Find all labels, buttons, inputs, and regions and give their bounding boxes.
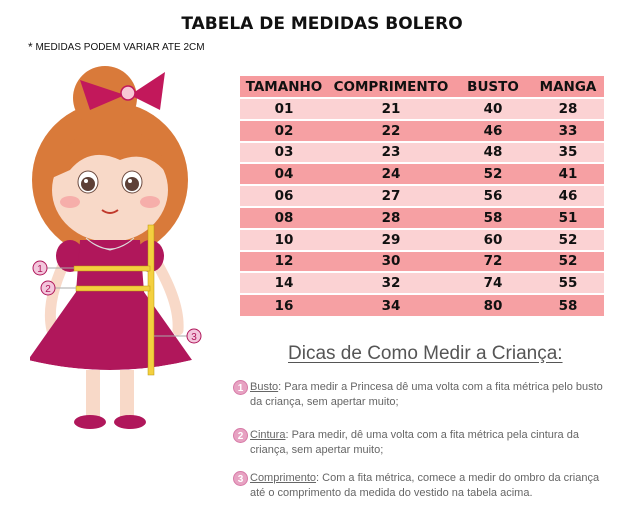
tip-text-continued: até o comprimento da medida do vestido na tabela acima. bbox=[250, 487, 533, 499]
cell-busto: 56 bbox=[454, 185, 532, 207]
cell-comprimento: 27 bbox=[328, 185, 454, 207]
cell-manga: 46 bbox=[532, 185, 604, 207]
table-row bbox=[240, 185, 604, 207]
table-row bbox=[240, 272, 604, 294]
table-row bbox=[240, 207, 604, 229]
marker-2: 2 bbox=[45, 284, 51, 295]
cell-tamanho: 06 bbox=[240, 185, 328, 207]
tip-number-badge: 2 bbox=[233, 428, 248, 443]
marker-3: 3 bbox=[191, 332, 197, 343]
table-row bbox=[240, 98, 604, 120]
cell-tamanho: 10 bbox=[240, 229, 328, 251]
tip-term: Comprimento bbox=[250, 472, 317, 484]
tip-text: : Com a fita métrica, comece a medir do ombro da criança bbox=[316, 472, 600, 484]
cell-tamanho: 16 bbox=[240, 294, 328, 316]
cell-manga: 33 bbox=[532, 120, 604, 142]
table-row bbox=[240, 229, 604, 251]
table-row bbox=[240, 251, 604, 273]
cell-manga: 55 bbox=[532, 272, 604, 294]
table-row bbox=[240, 163, 604, 185]
cell-busto: 48 bbox=[454, 142, 532, 164]
girl-illustration bbox=[30, 60, 220, 440]
cell-manga: 58 bbox=[532, 294, 604, 316]
tip-term: Cintura bbox=[250, 429, 286, 441]
cell-manga: 41 bbox=[532, 163, 604, 185]
tip-busto bbox=[233, 380, 613, 410]
cell-tamanho: 01 bbox=[240, 98, 328, 120]
cell-comprimento: 34 bbox=[328, 294, 454, 316]
cell-tamanho: 14 bbox=[240, 272, 328, 294]
cell-comprimento: 32 bbox=[328, 272, 454, 294]
cell-tamanho: 02 bbox=[240, 120, 328, 142]
marker-1: 1 bbox=[37, 264, 43, 275]
page-title: TABELA DE MEDIDAS BOLERO bbox=[181, 14, 463, 34]
tip-text-continued: criança, sem apertar muito; bbox=[250, 444, 384, 456]
header-tamanho: TAMANHO bbox=[240, 76, 328, 98]
tip-text: : Para medir a Princesa dê uma volta com a fita métrica pelo busto bbox=[278, 381, 603, 393]
cell-comprimento: 24 bbox=[328, 163, 454, 185]
cell-comprimento: 28 bbox=[328, 207, 454, 229]
cell-busto: 46 bbox=[454, 120, 532, 142]
tips-title: Dicas de Como Medir a Criança: bbox=[288, 343, 563, 364]
cell-tamanho: 04 bbox=[240, 163, 328, 185]
table-header-row bbox=[240, 76, 604, 98]
cell-busto: 40 bbox=[454, 98, 532, 120]
note-asterisk: * bbox=[28, 40, 33, 54]
cell-comprimento: 29 bbox=[328, 229, 454, 251]
cell-tamanho: 03 bbox=[240, 142, 328, 164]
tip-number-badge: 3 bbox=[233, 471, 248, 486]
tip-text: : Para medir, dê uma volta com a fita métrica pela cintura da bbox=[285, 429, 579, 441]
cell-busto: 80 bbox=[454, 294, 532, 316]
tip-comprimento bbox=[233, 471, 613, 501]
tip-cintura bbox=[233, 428, 613, 458]
table-row bbox=[240, 294, 604, 316]
cell-tamanho: 12 bbox=[240, 251, 328, 273]
tip-number-badge: 1 bbox=[233, 380, 248, 395]
cell-comprimento: 23 bbox=[328, 142, 454, 164]
cell-tamanho: 08 bbox=[240, 207, 328, 229]
cell-manga: 35 bbox=[532, 142, 604, 164]
tip-text-continued: da criança, sem apertar muito; bbox=[250, 396, 399, 408]
header-busto: BUSTO bbox=[454, 76, 532, 98]
cell-busto: 60 bbox=[454, 229, 532, 251]
header-manga: MANGA bbox=[532, 76, 604, 98]
table-row bbox=[240, 120, 604, 142]
cell-comprimento: 22 bbox=[328, 120, 454, 142]
cell-manga: 52 bbox=[532, 251, 604, 273]
cell-comprimento: 21 bbox=[328, 98, 454, 120]
size-table bbox=[240, 76, 604, 316]
cell-manga: 51 bbox=[532, 207, 604, 229]
table-row bbox=[240, 142, 604, 164]
cell-busto: 74 bbox=[454, 272, 532, 294]
cell-busto: 52 bbox=[454, 163, 532, 185]
cell-manga: 52 bbox=[532, 229, 604, 251]
cell-manga: 28 bbox=[532, 98, 604, 120]
cell-busto: 58 bbox=[454, 207, 532, 229]
cell-busto: 72 bbox=[454, 251, 532, 273]
cell-comprimento: 30 bbox=[328, 251, 454, 273]
tip-term: Busto bbox=[250, 381, 279, 393]
header-comprimento: COMPRIMENTO bbox=[328, 76, 454, 98]
measurement-note bbox=[28, 40, 205, 54]
note-text: MEDIDAS PODEM VARIAR ATE 2CM bbox=[35, 42, 205, 53]
